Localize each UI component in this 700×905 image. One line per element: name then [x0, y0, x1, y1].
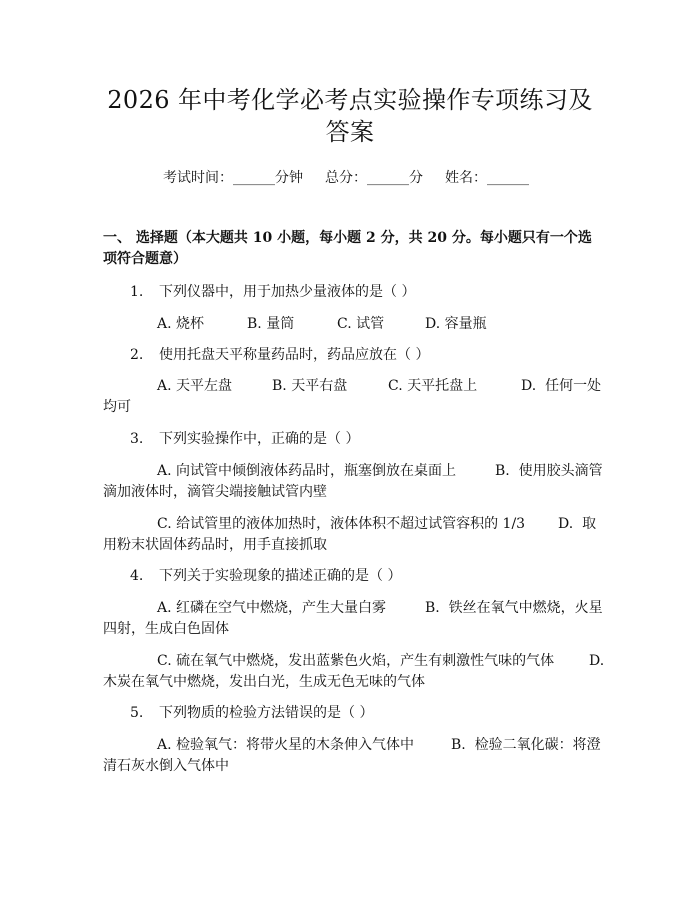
option-d-wrap: 用粉末状固体药品时，用手直接抓取	[103, 537, 327, 553]
title-line-1: 2026 年中考化学必考点实验操作专项练习及	[107, 86, 593, 114]
option-a: A. 烧杯	[157, 316, 205, 332]
name-label: 姓名：______	[445, 170, 529, 186]
page-title	[85, 84, 615, 148]
question-3-options-cd	[103, 514, 600, 556]
option-c: C. 硫在氧气中燃烧，发出蓝紫色火焰，产生有刺激性气味的气体	[157, 653, 555, 669]
question-4-options-cd	[103, 651, 605, 693]
option-c: C. 天平托盘上	[388, 378, 478, 394]
option-d: D. 取	[558, 516, 597, 532]
question-3-options-ab	[103, 461, 603, 503]
option-b: B. 量筒	[247, 316, 295, 332]
option-b: B. 检验二氧化碳：将澄	[451, 737, 601, 753]
question-stem: 使用托盘天平称量药品时，药品应放在（ ）	[159, 347, 430, 363]
question-number: 3.	[130, 431, 144, 447]
option-b-wrap: 滴加液体时，滴管尖端接触试管内壁	[103, 484, 327, 500]
option-b: B. 天平右盘	[272, 378, 348, 394]
option-a: A. 向试管中倾倒液体药品时，瓶塞倒放在桌面上	[157, 463, 457, 479]
option-b: B. 铁丝在氧气中燃烧，火星	[425, 600, 603, 616]
option-c: C. 试管	[337, 316, 385, 332]
option-a: A. 天平左盘	[157, 378, 233, 394]
question-number: 2.	[130, 347, 144, 363]
score-label: 总分：______分	[325, 170, 423, 186]
option-d-wrap: 均可	[103, 399, 131, 415]
option-d: D. 容量瓶	[425, 316, 487, 332]
question-stem: 下列仪器中，用于加热少量液体的是（ ）	[159, 284, 416, 300]
option-b: B. 使用胶头滴管	[495, 463, 603, 479]
question-stem: 下列物质的检验方法错误的是（ ）	[159, 705, 374, 721]
question-1-options	[103, 314, 600, 335]
option-a: A. 红磷在空气中燃烧，产生大量白雾	[157, 600, 387, 616]
option-b-wrap: 四射，生成白色固体	[103, 621, 229, 637]
option-a: A. 检验氧气：将带火星的木条伸入气体中	[157, 737, 415, 753]
option-d: D. 任何一处	[521, 378, 602, 394]
question-stem: 下列关于实验现象的描述正确的是（ ）	[159, 568, 402, 584]
question-4-options-ab	[103, 598, 603, 640]
question-5-options	[103, 735, 600, 777]
option-b-wrap: 清石灰水倒入气体中	[103, 758, 229, 774]
question-stem: 下列实验操作中，正确的是（ ）	[159, 431, 360, 447]
title-line-2: 答案	[325, 118, 375, 146]
question-2-options	[103, 376, 600, 418]
option-d-wrap: 木炭在氧气中燃烧，发出白光，生成无色无味的气体	[103, 674, 425, 690]
question-number: 4.	[130, 568, 144, 584]
option-c: C. 给试管里的液体加热时，液体体积不超过试管容积的 1/3	[157, 516, 526, 532]
question-number: 5.	[130, 705, 144, 721]
section-heading: 一、 选择题（本大题共 10 小题，每小题 2 分，共 20 分。每小题只有一个选项符合题意）	[103, 230, 592, 267]
exam-meta	[163, 169, 529, 187]
question-number: 1.	[130, 284, 144, 300]
option-d: D.	[589, 653, 605, 669]
time-label: 考试时间：______分钟	[163, 170, 303, 186]
